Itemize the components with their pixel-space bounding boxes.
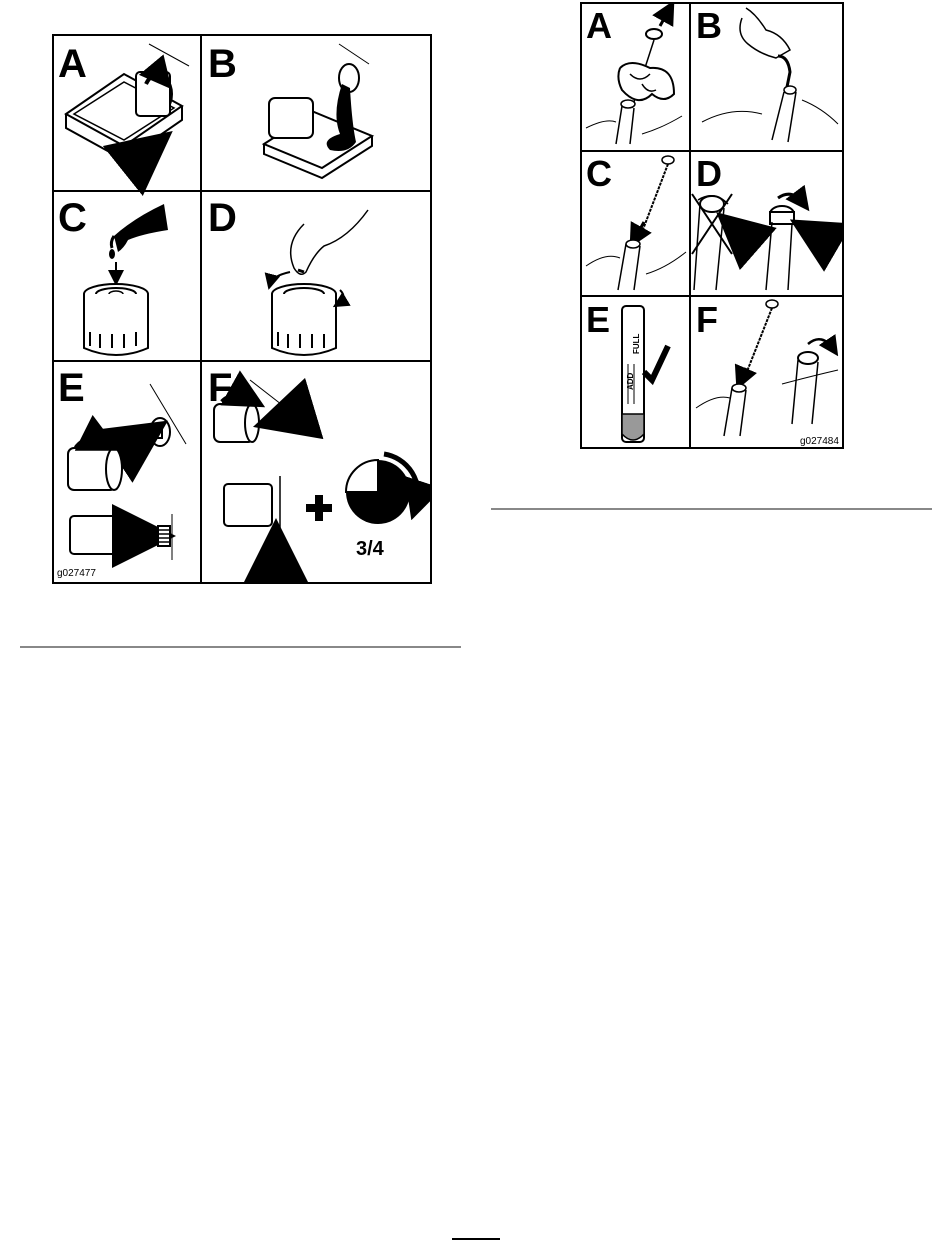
panel-c-label: C	[586, 153, 612, 194]
panel-e-illustration	[68, 384, 186, 560]
panel-b-illustration	[702, 8, 838, 142]
panel-e-label: E	[58, 366, 85, 410]
page-number-rule	[452, 1238, 500, 1240]
panel-c-label: C	[58, 196, 87, 240]
panel-e-label: E	[586, 299, 611, 340]
panel-d-illustration	[270, 210, 368, 355]
panel-f-illustration	[214, 380, 418, 570]
dipstick-full-label: FULL	[632, 333, 641, 354]
panel-b-label: B	[208, 42, 237, 86]
dipstick-add-label: ADD	[626, 372, 635, 390]
figure-code: g027477	[57, 568, 96, 579]
section-divider-right	[491, 508, 932, 510]
panel-c-illustration	[84, 204, 168, 355]
panel-d-label: D	[696, 153, 722, 194]
oil-level-illustration	[582, 4, 842, 447]
oil-level-figure	[580, 2, 844, 449]
panel-f-label: F	[696, 299, 718, 340]
panel-b-label: B	[696, 5, 722, 46]
turn-amount-label: 3/4	[356, 538, 384, 560]
panel-a-label: A	[586, 5, 612, 46]
figure-code: g027484	[800, 436, 839, 447]
panel-d-label: D	[208, 196, 237, 240]
panel-a-label: A	[58, 42, 87, 86]
panel-f-label: F	[208, 366, 233, 410]
panel-b-illustration	[264, 44, 372, 178]
oil-filter-illustration	[54, 36, 430, 582]
section-divider-left	[20, 646, 461, 648]
oil-filter-figure	[52, 34, 432, 584]
panel-d-illustration	[692, 194, 832, 290]
